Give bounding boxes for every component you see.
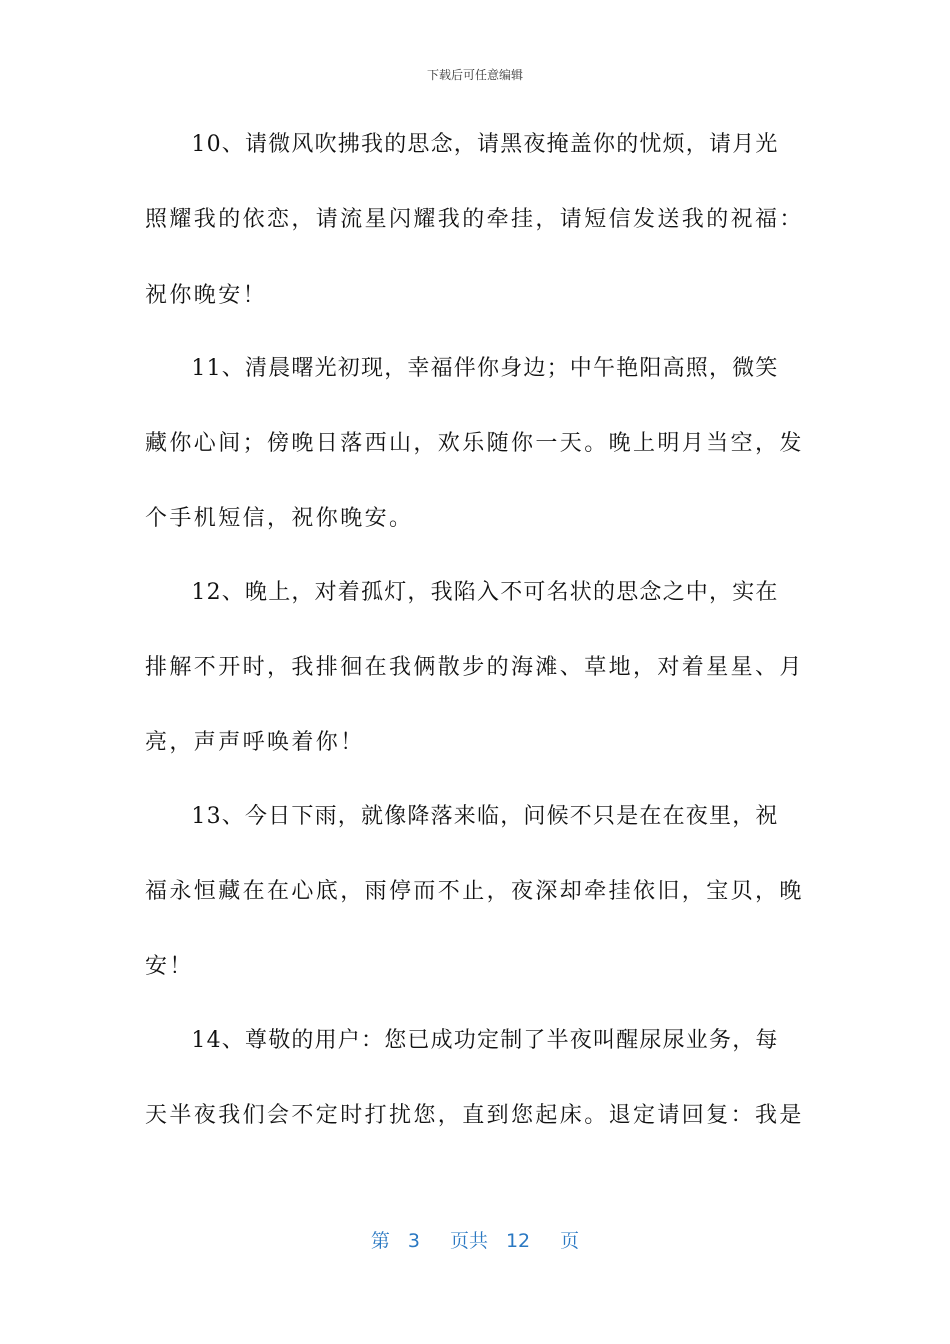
body-line: 亮，声声呼唤着你！	[145, 730, 365, 755]
page-total-number: 12	[505, 1230, 531, 1252]
page-footer	[0, 1226, 950, 1253]
body-line: 安！	[145, 954, 194, 979]
body-line: 14、尊敬的用户：您已成功定制了半夜叫醒尿尿业务，每	[145, 1028, 779, 1053]
page-mid: 页共	[449, 1230, 488, 1252]
body-line: 照耀我的依恋，请流星闪耀我的牵挂，请短信发送我的祝福：	[145, 207, 804, 232]
body-line: 10、请微风吹拂我的思念，请黑夜掩盖你的忧烦，请月光	[145, 132, 779, 157]
body-line: 藏你心间；傍晚日落西山，欢乐随你一天。晚上明月当空，发	[145, 431, 804, 456]
page-suffix: 页	[560, 1230, 580, 1252]
body-line: 12、晚上，对着孤灯，我陷入不可名状的思念之中，实在	[145, 580, 779, 605]
page-prefix: 第	[370, 1230, 390, 1252]
body-line: 福永恒藏在在心底，雨停而不止，夜深却牵挂依旧，宝贝，晚	[145, 879, 804, 904]
body-line: 13、今日下雨，就像降落来临，问候不只是在在夜里，祝	[145, 804, 779, 829]
body-line: 11、清晨曙光初现，幸福伴你身边；中午艳阳高照，微笑	[145, 356, 779, 381]
page-header: 下载后可任意编辑	[426, 68, 523, 82]
body-line: 个手机短信，祝你晚安。	[145, 506, 414, 531]
page-current-number: 3	[407, 1230, 420, 1252]
body-line: 天半夜我们会不定时打扰您，直到您起床。退定请回复：我是	[145, 1103, 804, 1128]
body-line: 祝你晚安！	[145, 283, 268, 308]
body-line: 排解不开时，我排徊在我俩散步的海滩、草地，对着星星、月	[145, 655, 804, 680]
